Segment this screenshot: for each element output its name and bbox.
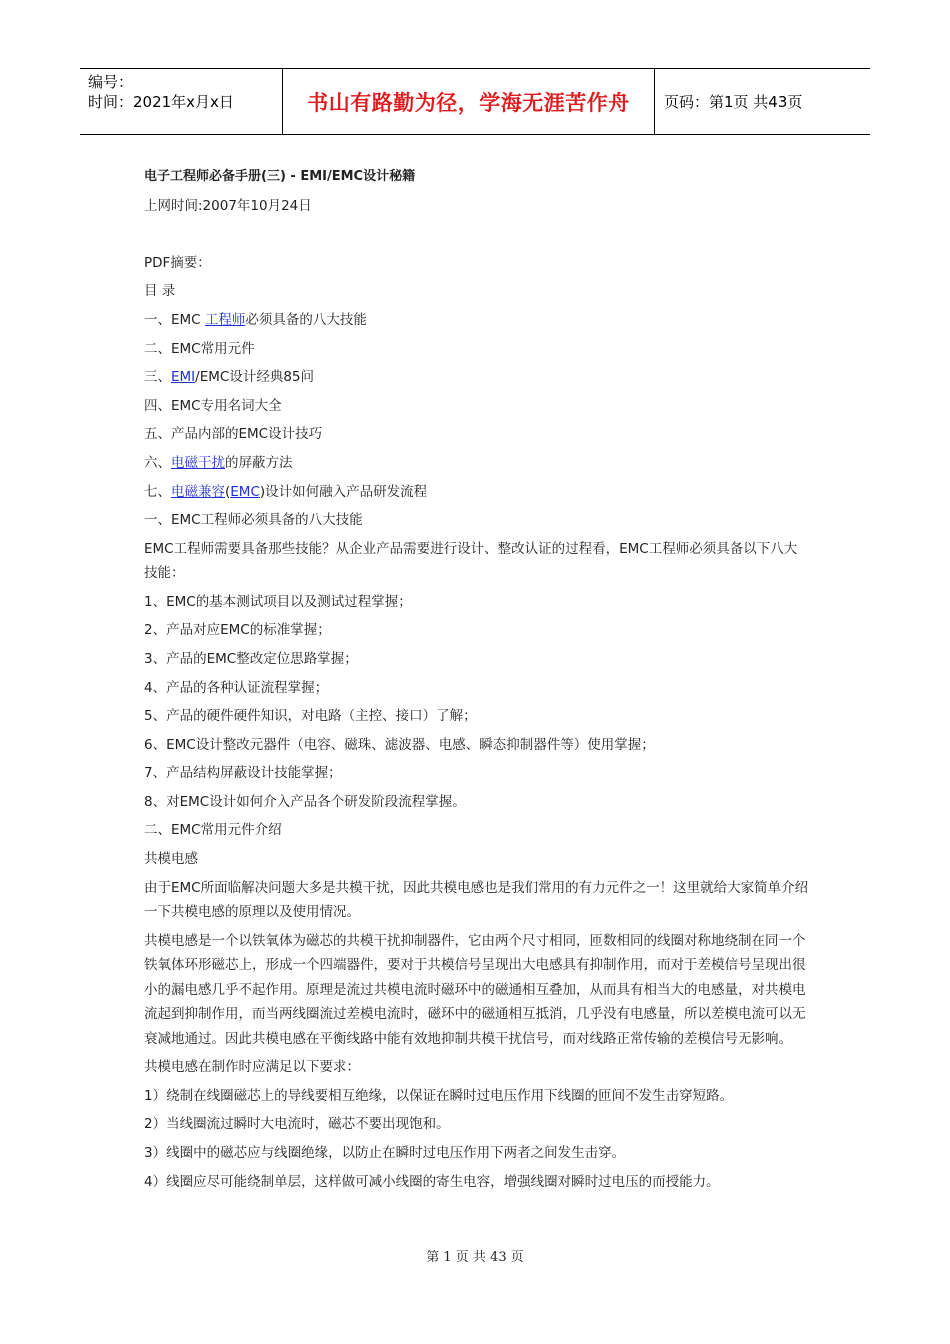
header-motto: 书山有路勤为径，学海无涯苦作舟 xyxy=(282,69,655,134)
link-em-compatibility[interactable]: 电磁兼容 xyxy=(171,483,225,500)
requirement-item: 2）当线圈流过瞬时大电流时，磁芯不要出现饱和。 xyxy=(144,1116,450,1133)
link-engineer[interactable]: 工程师 xyxy=(204,311,246,328)
toc-item-3: 三、EMI/EMC设计经典85问 xyxy=(144,369,315,386)
skill-item: 3、产品的EMC整改定位思路掌握； xyxy=(144,650,358,667)
toc-item-5: 五、产品内部的EMC设计技巧 xyxy=(144,426,323,443)
page-footer: 第 1 页 共 43 页 xyxy=(426,1250,524,1265)
toc-item-4: 四、EMC专用名词大全 xyxy=(144,397,282,414)
link-emc[interactable]: EMC xyxy=(230,483,260,500)
toc-heading: 目 录 xyxy=(144,283,176,300)
header-number-label: 编号： xyxy=(88,73,134,91)
paragraph-2: 共模电感是一个以铁氧体为磁芯的共模干扰抑制器件，它由两个尺寸相同，匝数相同的线圈对称地绕制在同一个铁氧体环形磁芯上，形成一个四端器件，要对于共模信号呈现出大电感具有抑制作用，而对于差模信号呈现出很小的漏电感几乎不起作用。原理是流过共模电流时磁环中的磁通相互叠加，从而具有相当大的电感量，对共模电流起到抑制作用，而当两线圈流过差模电流时，磁环中的磁通相互抵消，几乎没有电感量，所以差模电流可以无衰减地通过。因此共模电感在平衡线路中能有效地抑制共模干扰信号，而对线路正常传输的差模信号无影响。 xyxy=(144,932,806,1047)
document-title: 电子工程师必备手册(三) - EMI/EMC设计秘籍 xyxy=(144,169,416,184)
requirement-item: 1）绕制在线圈磁芯上的导线要相互绝缘，以保证在瞬时过电压作用下线圈的匝间不发生击穿短路。 xyxy=(144,1087,734,1104)
header-left-cell xyxy=(80,69,282,134)
skill-item: 7、产品结构屏蔽设计技能掌握； xyxy=(144,765,342,782)
section2-heading: 二、EMC常用元件介绍 xyxy=(144,822,282,839)
header-date-label: 时间：2021年x月x日 xyxy=(88,93,234,111)
section1-heading: 一、EMC工程师必须具备的八大技能 xyxy=(144,512,363,529)
requirements-intro: 共模电感在制作时应满足以下要求： xyxy=(144,1059,360,1076)
skill-item: 8、对EMC设计如何介入产品各个研发阶段流程掌握。 xyxy=(144,793,466,810)
skill-item: 6、EMC设计整改元器件（电容、磁珠、滤波器、电感、瞬态抑制器件等）使用掌握； xyxy=(144,736,655,753)
toc-item-7: 七、电磁兼容(EMC)设计如何融入产品研发流程 xyxy=(144,483,428,500)
paragraph-1: 由于EMC所面临解决问题大多是共模干扰，因此共模电感也是我们常用的有力元件之一！这里就给大家简单介绍一下共模电感的原理以及使用情况。 xyxy=(144,879,809,921)
link-em-interference[interactable]: 电磁干扰 xyxy=(171,454,225,471)
toc-item-6: 六、电磁干扰的屏蔽方法 xyxy=(144,454,293,471)
section1-intro: EMC工程师需要具备那些技能？从企业产品需要进行设计、整改认证的过程看，EMC工程师必须具备以下八大技能： xyxy=(144,540,798,582)
requirement-item: 3）线圈中的磁芯应与线圈绝缘，以防止在瞬时过电压作用下两者之间发生击穿。 xyxy=(144,1144,626,1161)
toc-item-2: 二、EMC常用元件 xyxy=(144,340,255,357)
pdf-summary-label: PDF摘要： xyxy=(144,254,211,271)
page-header-table xyxy=(80,68,870,135)
requirement-item: 4）线圈应尽可能绕制单层，这样做可减小线圈的寄生电容，增强线圈对瞬时过电压的而授能力。 xyxy=(144,1173,720,1190)
online-date: 上网时间:2007年10月24日 xyxy=(144,197,312,214)
skill-item: 2、产品对应EMC的标准掌握； xyxy=(144,622,331,639)
document-body xyxy=(144,163,810,1196)
subheading-common-mode-inductor: 共模电感 xyxy=(144,851,198,868)
blank-line xyxy=(144,220,810,249)
link-emi[interactable]: EMI xyxy=(171,369,196,386)
skill-item: 1、EMC的基本测试项目以及测试过程掌握； xyxy=(144,593,412,610)
header-page-label: 页码：第1页 共43页 xyxy=(664,93,803,111)
toc-item-1: 一、EMC 工程师必须具备的八大技能 xyxy=(144,311,367,328)
skill-item: 5、产品的硬件硬件知识，对电路（主控、接口）了解； xyxy=(144,708,477,725)
skill-item: 4、产品的各种认证流程掌握； xyxy=(144,679,329,696)
